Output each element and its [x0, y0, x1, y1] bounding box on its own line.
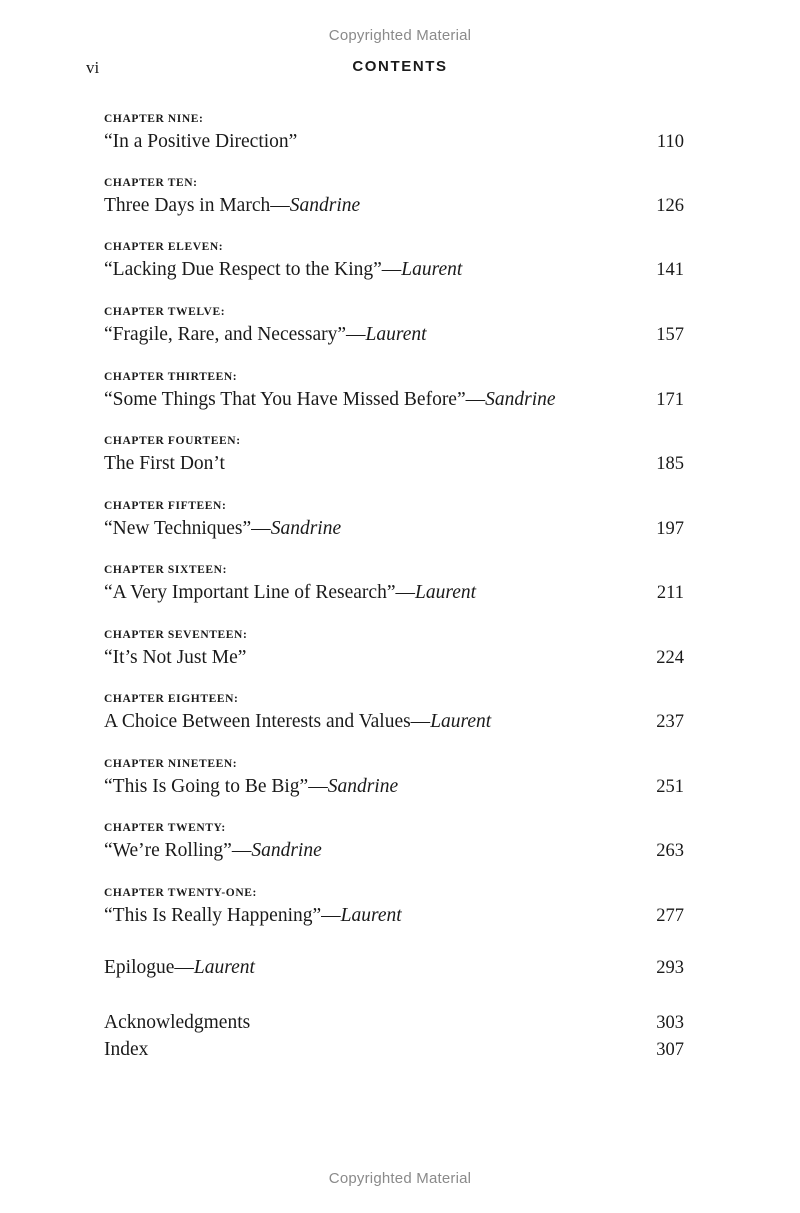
- chapter-title: “A Very Important Line of Research”—Laurent: [104, 582, 477, 603]
- page-number: 303: [656, 1013, 684, 1033]
- chapter-author: Laurent: [415, 582, 477, 603]
- toc-entry-chapter-seventeen: [104, 628, 686, 670]
- chapter-author: Sandrine: [270, 518, 342, 539]
- back-matter-title: Acknowledgments: [104, 1012, 251, 1033]
- chapter-title: Three Days in March—Sandrine: [104, 195, 361, 216]
- running-head: CONTENTS: [352, 58, 448, 75]
- chapter-label: CHAPTER ELEVEN:: [104, 241, 224, 253]
- chapter-label: CHAPTER THIRTEEN:: [104, 371, 238, 383]
- chapter-title: “New Techniques”—Sandrine: [104, 518, 342, 539]
- chapter-title: “In a Positive Direction”: [104, 131, 298, 152]
- copyright-watermark-top: Copyrighted Material: [328, 27, 472, 44]
- chapter-label: CHAPTER TEN:: [104, 177, 198, 189]
- toc-entry-chapter-sixteen: [104, 563, 686, 605]
- chapter-title: “This Is Really Happening”—Laurent: [104, 905, 402, 926]
- page-number: 237: [656, 712, 684, 732]
- toc-entry-chapter-fourteen: [104, 434, 686, 476]
- toc-entry-chapter-twenty-one: [104, 886, 686, 928]
- chapter-label: CHAPTER TWELVE:: [104, 306, 226, 318]
- chapter-label: CHAPTER TWENTY-ONE:: [104, 887, 257, 899]
- page-folio: vi: [86, 58, 100, 77]
- chapter-author: Laurent: [340, 905, 402, 926]
- toc-entry-chapter-eighteen: [104, 692, 686, 734]
- chapter-label: CHAPTER NINETEEN:: [104, 758, 238, 770]
- page-number: 110: [656, 132, 684, 152]
- chapter-title: “It’s Not Just Me”: [104, 647, 247, 668]
- chapter-author: Sandrine: [485, 389, 556, 410]
- chapter-author: Laurent: [401, 259, 463, 280]
- page-number: 197: [656, 519, 684, 539]
- chapter-title: “Fragile, Rare, and Necessary”—Laurent: [104, 324, 427, 345]
- chapter-label: CHAPTER SIXTEEN:: [104, 564, 228, 576]
- toc-entry-chapter-twenty: [104, 821, 686, 863]
- page-number: 307: [656, 1040, 684, 1060]
- chapter-title: A Choice Between Interests and Values—Laurent: [104, 711, 492, 732]
- chapter-author: Sandrine: [251, 840, 322, 861]
- chapter-title: “Lacking Due Respect to the King”—Laurent: [104, 259, 463, 280]
- back-matter-author: Laurent: [193, 957, 255, 978]
- chapter-label: CHAPTER EIGHTEEN:: [104, 693, 239, 705]
- chapter-label: CHAPTER TWENTY:: [104, 822, 226, 834]
- page-number: 141: [656, 260, 684, 280]
- toc-entry-acknowledgments: [104, 1011, 686, 1035]
- page-number: 293: [656, 958, 684, 978]
- back-matter-title: Index: [104, 1039, 149, 1060]
- page-number: 171: [656, 390, 684, 410]
- chapter-author: Laurent: [430, 711, 492, 732]
- toc-entry-chapter-eleven: [104, 240, 686, 282]
- chapter-label: CHAPTER FOURTEEN:: [104, 435, 241, 447]
- chapter-author: Sandrine: [289, 195, 361, 216]
- chapter-label: CHAPTER NINE:: [104, 113, 204, 125]
- chapter-author: Laurent: [365, 324, 427, 345]
- page-number: 211: [656, 583, 684, 603]
- copyright-watermark-bottom: Copyrighted Material: [328, 1170, 472, 1187]
- page-number: 185: [656, 454, 684, 474]
- toc-entry-chapter-nine: [104, 112, 686, 154]
- chapter-title: “This Is Going to Be Big”—Sandrine: [104, 776, 399, 797]
- toc-entry-chapter-twelve: [104, 305, 686, 347]
- page-number: 157: [656, 325, 684, 345]
- page-number: 126: [656, 196, 684, 216]
- chapter-label: CHAPTER SEVENTEEN:: [104, 629, 248, 641]
- chapter-label: CHAPTER FIFTEEN:: [104, 500, 227, 512]
- page-number: 251: [656, 777, 684, 797]
- chapter-title: “We’re Rolling”—Sandrine: [104, 840, 322, 861]
- chapter-title: “Some Things That You Have Missed Before”—Sandrine: [104, 389, 556, 410]
- chapter-title: The First Don’t: [104, 453, 225, 474]
- toc-entry-chapter-ten: [104, 176, 686, 218]
- toc-entry-chapter-fifteen: [104, 499, 686, 541]
- toc-entry-epilogue: [104, 956, 686, 980]
- back-matter-title: Epilogue—Laurent: [104, 957, 255, 978]
- chapter-author: Sandrine: [327, 776, 399, 797]
- toc-entry-index: [104, 1038, 686, 1062]
- page-number: 263: [656, 841, 684, 861]
- page-number: 277: [656, 906, 684, 926]
- toc-entry-chapter-thirteen: [104, 370, 686, 412]
- page-number: 224: [656, 648, 684, 668]
- toc-entry-chapter-nineteen: [104, 757, 686, 799]
